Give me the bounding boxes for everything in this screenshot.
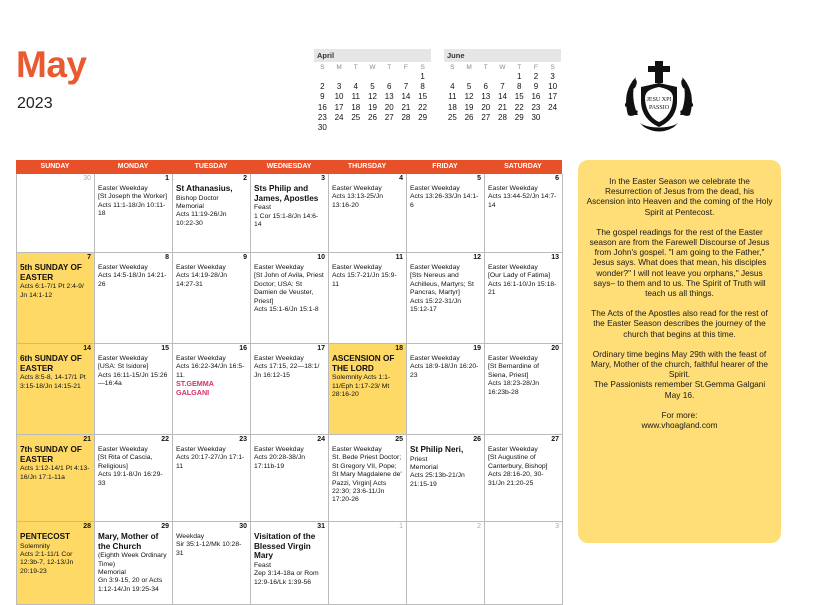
mini-day: 10 xyxy=(548,82,558,92)
mini-day: 1 xyxy=(420,72,425,81)
day-readings: Easter Weekday Acts 13:13-25/Jn 13:16-20 xyxy=(332,185,384,209)
day-readings: Weekday Sir 35:1-12/Mk 10:28-31 xyxy=(176,533,242,557)
weekday-label: TUESDAY xyxy=(194,163,228,170)
mini-weekday-label: T xyxy=(483,64,488,71)
mini-day: 28 xyxy=(401,112,411,122)
day-cell[interactable] xyxy=(329,253,407,344)
day-number: 24 xyxy=(317,436,325,443)
feast-title: St Athanasius, xyxy=(176,184,233,193)
day-cell[interactable] xyxy=(407,344,485,435)
mini-day: 17 xyxy=(548,92,558,102)
day-number: 18 xyxy=(395,345,403,352)
day-number: 9 xyxy=(243,254,247,261)
day-number: 21 xyxy=(83,436,91,443)
day-readings: Easter Weekday Acts 20:17-27/Jn 17:1-11 xyxy=(176,446,245,470)
mini-day xyxy=(494,72,511,82)
day-number: 3 xyxy=(321,175,325,182)
mini-day: 5 xyxy=(370,82,375,92)
day-readings: Feast 1 Cor 15:1-8/Jn 14:6-14 xyxy=(254,204,319,228)
day-cell[interactable] xyxy=(251,344,329,435)
mini-day: 27 xyxy=(384,112,394,122)
day-number: 1 xyxy=(165,175,169,182)
mini-day: 23 xyxy=(317,112,327,122)
weekday-label: SATURDAY xyxy=(504,163,542,170)
day-readings: Solemnity Acts 2:1-11/1 Cor 12:3b-7, 12-13/Jn 20:19-23 xyxy=(20,542,74,575)
mini-calendar-weekdays xyxy=(444,64,561,71)
mini-day: 25 xyxy=(447,112,457,122)
day-cell[interactable] xyxy=(173,174,251,253)
mini-day xyxy=(444,72,461,82)
mini-calendar-title: June xyxy=(444,49,561,62)
mini-day: 28 xyxy=(498,112,507,122)
day-cell[interactable] xyxy=(17,344,95,435)
mini-day: 4 xyxy=(450,82,455,92)
feast-title: Visitation of the Blessed Virgin Mary xyxy=(254,532,316,561)
day-spacer xyxy=(485,522,562,532)
day-readings: Acts 6:1-7/1 Pt 2:4-9/ Jn 14:1-12 xyxy=(20,283,84,299)
day-cell[interactable] xyxy=(329,435,407,522)
mini-calendar-june xyxy=(444,49,561,123)
mini-day: 20 xyxy=(384,102,394,112)
weekday-label: WEDNESDAY xyxy=(266,163,312,170)
mini-day: 7 xyxy=(500,82,505,92)
day-number: 15 xyxy=(161,345,169,352)
mini-day: 19 xyxy=(464,102,474,112)
day-number: 12 xyxy=(473,254,481,261)
week-row xyxy=(16,522,562,605)
mini-day: 13 xyxy=(384,92,394,102)
day-number: 23 xyxy=(239,436,247,443)
mini-day xyxy=(477,72,494,82)
day-number: 16 xyxy=(239,345,247,352)
mini-day: 16 xyxy=(317,102,327,112)
feast-title: Sts Philip and James, Apostles xyxy=(254,184,319,203)
day-readings: Easter Weekday Acts 14:19-28/Jn 14:27-31 xyxy=(176,264,228,288)
mini-day: 2 xyxy=(320,82,325,92)
day-spacer xyxy=(173,174,250,184)
day-readings: Easter Weekday Acts 13:26-33/Jn 14:1-6 xyxy=(410,185,479,209)
mini-calendar-weekdays xyxy=(314,64,431,71)
day-number: 11 xyxy=(395,254,403,261)
mini-weekday-label: M xyxy=(466,64,472,71)
weekday-label: MONDAY xyxy=(117,163,149,170)
website-link[interactable]: For more: www.vhoagland.com xyxy=(641,409,718,431)
day-cell[interactable] xyxy=(485,344,563,435)
day-readings: Easter Weekday Acts 14:5-18/Jn 14:21-26 xyxy=(98,264,167,288)
mini-day xyxy=(381,72,398,82)
mini-weekday-label: M xyxy=(336,64,342,71)
mini-day: 9 xyxy=(320,92,325,102)
day-cell[interactable] xyxy=(251,435,329,522)
mini-day: 30 xyxy=(317,123,327,133)
mini-day: 13 xyxy=(481,92,491,102)
mini-day: 19 xyxy=(368,102,377,112)
passionist-emblem-icon xyxy=(618,57,700,139)
mini-day: 12 xyxy=(464,92,474,102)
weekday-label: SUNDAY xyxy=(40,163,70,170)
mini-day xyxy=(461,72,478,82)
mini-day: 20 xyxy=(481,102,491,112)
day-number: 30 xyxy=(239,523,247,530)
month-calendar xyxy=(16,160,562,605)
mini-day: 6 xyxy=(386,82,392,92)
day-readings: Easter Weekday [St Bernardine of Siena, Priest] Acts 18:23-28/Jn 16:23b-28 xyxy=(488,355,540,396)
day-number: 10 xyxy=(317,254,325,261)
day-readings: Easter Weekday [St Rita of Cascia, Religious] Acts 19:1-8/Jn 16:29-33 xyxy=(98,446,163,487)
saint-highlight: ST.GEMMA GALGANI xyxy=(176,379,214,397)
mini-weekday-label: T xyxy=(517,64,522,71)
day-number: 14 xyxy=(83,345,91,352)
day-readings: Solemnity Acts 1:1-11/Eph 1:17-23/ Mt 28:16-20 xyxy=(332,374,391,398)
mini-day: 11 xyxy=(448,92,457,102)
mini-day xyxy=(347,72,364,82)
mini-weekday-label: W xyxy=(499,64,506,71)
mini-calendar-grid xyxy=(314,72,431,133)
feast-title: Mary, Mother of the Church xyxy=(98,532,159,551)
day-spacer xyxy=(407,174,484,184)
day-cell[interactable] xyxy=(17,435,95,522)
day-readings: Easter Weekday [Our Lady of Fatima] Acts 16:1-10/Jn 15:18-21 xyxy=(488,264,557,297)
calendar-weeks xyxy=(16,174,562,605)
day-readings: Easter Weekday Acts 20:28-38/Jn 17:11b-19 xyxy=(254,446,306,470)
mini-day: 11 xyxy=(351,92,360,102)
day-cell[interactable] xyxy=(485,435,563,522)
mini-weekday-label: T xyxy=(387,64,392,71)
feast-title: 6th SUNDAY OF EASTER xyxy=(20,354,82,373)
day-cell[interactable] xyxy=(17,522,95,605)
mini-day: 16 xyxy=(531,92,541,102)
mini-day: 30 xyxy=(531,112,541,122)
mini-day: 5 xyxy=(466,82,472,92)
day-number: 17 xyxy=(317,345,325,352)
mini-day xyxy=(398,72,415,82)
day-cell[interactable] xyxy=(407,435,485,522)
day-number: 4 xyxy=(399,175,403,182)
notes-paragraph: In the Easter Season we celebrate the Resurrection of Jesus from the dead, his Ascension into Heaven and the coming of the Holy Spirit at Pentecost. xyxy=(586,176,773,217)
mini-day: 2 xyxy=(533,72,539,81)
mini-day: 24 xyxy=(548,102,558,112)
day-spacer xyxy=(485,174,562,184)
mini-day: 8 xyxy=(420,82,425,92)
day-cell[interactable] xyxy=(173,253,251,344)
feast-title: PENTECOST xyxy=(20,532,71,541)
mini-day: 17 xyxy=(334,102,344,112)
day-cell[interactable] xyxy=(95,344,173,435)
mini-day: 15 xyxy=(514,92,524,102)
mini-day: 18 xyxy=(351,102,361,112)
mini-day: 23 xyxy=(531,102,541,112)
day-number: 7 xyxy=(87,254,91,261)
feast-title: 7th SUNDAY OF EASTER xyxy=(20,445,82,464)
day-number: 27 xyxy=(551,436,559,443)
notes-paragraph: The Acts of the Apostles also read for the rest of the Easter Season describes the journey of the church that begins at this time. xyxy=(591,308,768,339)
day-readings: Easter Weekday [St Joseph the Worker] Acts 11:1-18/Jn 10:11-18 xyxy=(98,185,168,218)
day-readings: Bishop Doctor Memorial Acts 11:19-26/Jn 10:22-30 xyxy=(176,194,227,227)
mini-weekday-label: S xyxy=(320,64,325,71)
day-spacer xyxy=(173,253,250,263)
mini-calendar-grid xyxy=(444,72,561,123)
day-readings: (Eighth Week Ordinary Time) Memorial Gn 3:9-15, 20 or Acts 1:12-14/Jn 19:25-34 xyxy=(98,552,167,593)
mini-day: 3 xyxy=(336,82,342,92)
feast-title: St Philip Neri, xyxy=(410,445,464,454)
mini-weekday-label: W xyxy=(369,64,376,71)
mini-day: 7 xyxy=(403,82,409,92)
month-title: May xyxy=(16,44,87,85)
day-number: 31 xyxy=(317,523,325,530)
mini-weekday-label: T xyxy=(353,64,358,71)
feast-title: 5th SUNDAY OF EASTER xyxy=(20,263,82,282)
day-number: 2 xyxy=(477,523,481,530)
mini-calendar-april xyxy=(314,49,431,133)
year-label: 2023 xyxy=(17,95,53,112)
day-number: 26 xyxy=(473,436,481,443)
day-number: 30 xyxy=(83,175,91,182)
day-cell[interactable] xyxy=(407,253,485,344)
emblem-text-2: PASSIO xyxy=(648,105,670,111)
day-spacer xyxy=(95,174,172,184)
day-readings: Easter Weekday Acts 17:15, 22—18:1/ Jn 16:12-15 xyxy=(254,355,320,379)
day-spacer xyxy=(251,174,328,184)
day-cell[interactable] xyxy=(173,522,251,605)
season-notes-panel xyxy=(578,160,781,543)
day-readings: Feast Zep 3:14-18a or Rom 12:9-16/Lk 1:39-56 xyxy=(254,561,319,586)
mini-day: 26 xyxy=(368,112,377,122)
day-number: 20 xyxy=(551,345,559,352)
day-readings: Easter Weekday Acts 15:7-21/Jn 15:9-11 xyxy=(332,264,397,288)
mini-day: 25 xyxy=(351,112,361,122)
mini-day: 22 xyxy=(418,102,428,112)
day-readings: Easter Weekday [St Augustine of Canterbury, Bishop] Acts 28:16-20, 30-31/Jn 21:20-25 xyxy=(488,446,548,487)
day-spacer xyxy=(17,253,94,263)
day-spacer xyxy=(329,522,406,532)
day-cell[interactable] xyxy=(251,253,329,344)
day-number: 28 xyxy=(83,523,91,530)
day-cell[interactable] xyxy=(485,174,563,253)
day-readings: Easter Weekday Acts 18:9-18/Jn 16:20-23 xyxy=(410,355,479,379)
mini-day xyxy=(364,72,381,82)
day-number: 8 xyxy=(165,254,169,261)
day-number: 1 xyxy=(399,523,403,530)
mini-day: 14 xyxy=(401,92,411,102)
mini-day: 8 xyxy=(516,82,522,92)
day-number: 2 xyxy=(243,175,247,182)
week-row xyxy=(16,253,562,344)
day-readings: Easter Weekday Acts 13:44-52/Jn 14:7-14 xyxy=(488,185,557,209)
mini-day: 27 xyxy=(481,112,491,122)
emblem-text-1: JESU XPI xyxy=(646,97,672,103)
day-cell[interactable] xyxy=(95,435,173,522)
day-cell[interactable] xyxy=(485,522,563,605)
mini-day: 14 xyxy=(498,92,507,102)
mini-weekday-label: S xyxy=(550,64,555,71)
mini-weekday-label: F xyxy=(403,64,408,71)
day-number: 25 xyxy=(395,436,403,443)
day-cell[interactable] xyxy=(173,344,251,435)
mini-day xyxy=(331,72,348,82)
day-number: 6 xyxy=(555,175,559,182)
week-row xyxy=(16,344,562,435)
day-cell[interactable] xyxy=(17,174,95,253)
day-spacer xyxy=(329,174,406,184)
week-row xyxy=(16,435,562,522)
feast-title: ASCENSION OF THE LORD xyxy=(332,354,395,373)
mini-day: 9 xyxy=(533,82,539,92)
mini-day: 29 xyxy=(418,112,428,122)
day-cell[interactable] xyxy=(17,253,95,344)
mini-day: 6 xyxy=(483,82,488,92)
day-number: 13 xyxy=(551,254,559,261)
day-cell[interactable] xyxy=(407,174,485,253)
day-readings: Easter Weekday [USA: St Isidore] Acts 16:11-15/Jn 15:26—16:4a xyxy=(98,355,168,388)
day-cell[interactable] xyxy=(173,435,251,522)
day-cell[interactable] xyxy=(329,174,407,253)
mini-day: 21 xyxy=(498,102,507,112)
day-readings: Easter Weekday Acts 16:22-34/Jn 16:5-11. xyxy=(176,355,245,379)
day-readings: Priest Memorial Acts 25:13b-21/Jn 21:15-19 xyxy=(410,455,465,488)
mini-day: 21 xyxy=(401,102,411,112)
day-number: 22 xyxy=(161,436,169,443)
mini-weekday-label: S xyxy=(450,64,455,71)
day-number: 5 xyxy=(477,175,481,182)
day-spacer xyxy=(329,253,406,263)
notes-paragraph: The gospel readings for the rest of the Easter season are from the Farewell Discourse of Jesus from John's gospel. "I am going to the Father," Jesus says. What does that mean, his disciples wonder?" I will not leave you orphans," Jesus says– to them and to us. The Spirit of Truth will teach us all things. xyxy=(589,226,770,299)
day-readings: Easter Weekday [Sts Nereus and Achilleus, Martyrs; St Pancras, Martyr] Acts 15:22-31/Jn 15:12-17 xyxy=(410,264,474,314)
day-number: 29 xyxy=(161,523,169,530)
day-number: 19 xyxy=(473,345,481,352)
mini-calendar-title: April xyxy=(314,49,431,62)
notes-paragraph: Ordinary time begins May 29th with the feast of Mary, Mother of the church, faithful hearer of the Spirit. The Passionists remember St.Gemma Galgani May 16. xyxy=(591,348,768,400)
mini-day: 26 xyxy=(464,112,474,122)
day-cell[interactable] xyxy=(485,253,563,344)
mini-day: 3 xyxy=(550,72,555,81)
day-spacer xyxy=(95,253,172,263)
day-readings: Easter Weekday [St John of Avila, Priest Doctor; USA: St Damien de Veuster, Priest] Acts 15:1-6/Jn 15:1-8 xyxy=(254,264,324,314)
mini-day: 24 xyxy=(334,112,344,122)
day-cell[interactable] xyxy=(407,522,485,605)
mini-day: 4 xyxy=(353,82,358,92)
day-cell[interactable] xyxy=(329,344,407,435)
mini-day: 22 xyxy=(514,102,524,112)
day-cell[interactable] xyxy=(251,174,329,253)
day-readings: Easter Weekday St. Bede Priest Doctor; St Gregory VII, Pope; St Mary Magdalene de' Pazzi, Virgin] Acts 22:30; 23:6-11/Jn 17:20-26 xyxy=(332,446,402,504)
mini-day: 18 xyxy=(447,102,457,112)
weekday-label: FRIDAY xyxy=(432,163,458,170)
day-cell[interactable] xyxy=(95,174,173,253)
mini-weekday-label: F xyxy=(533,64,538,71)
day-cell[interactable] xyxy=(251,522,329,605)
day-number: 3 xyxy=(555,523,559,530)
mini-day: 15 xyxy=(418,92,428,102)
day-readings: Acts 8:5-8, 14-17/1 Pt 3:15-18/Jn 14:15-21 xyxy=(20,374,86,390)
mini-weekday-label: S xyxy=(420,64,425,71)
mini-day: 1 xyxy=(516,72,522,81)
mini-day: 29 xyxy=(514,112,524,122)
mini-day: 12 xyxy=(368,92,377,102)
day-cell[interactable] xyxy=(329,522,407,605)
day-cell[interactable] xyxy=(95,522,173,605)
mini-day xyxy=(314,72,331,82)
weekday-label: THURSDAY xyxy=(347,163,387,170)
day-spacer xyxy=(407,522,484,532)
day-cell[interactable] xyxy=(95,253,173,344)
mini-day: 10 xyxy=(334,92,344,102)
day-readings: Acts 1:12-14/1 Pt 4:13-16/Jn 17:1-11a xyxy=(20,465,90,481)
week-row xyxy=(16,174,562,253)
weekday-header xyxy=(16,160,562,174)
